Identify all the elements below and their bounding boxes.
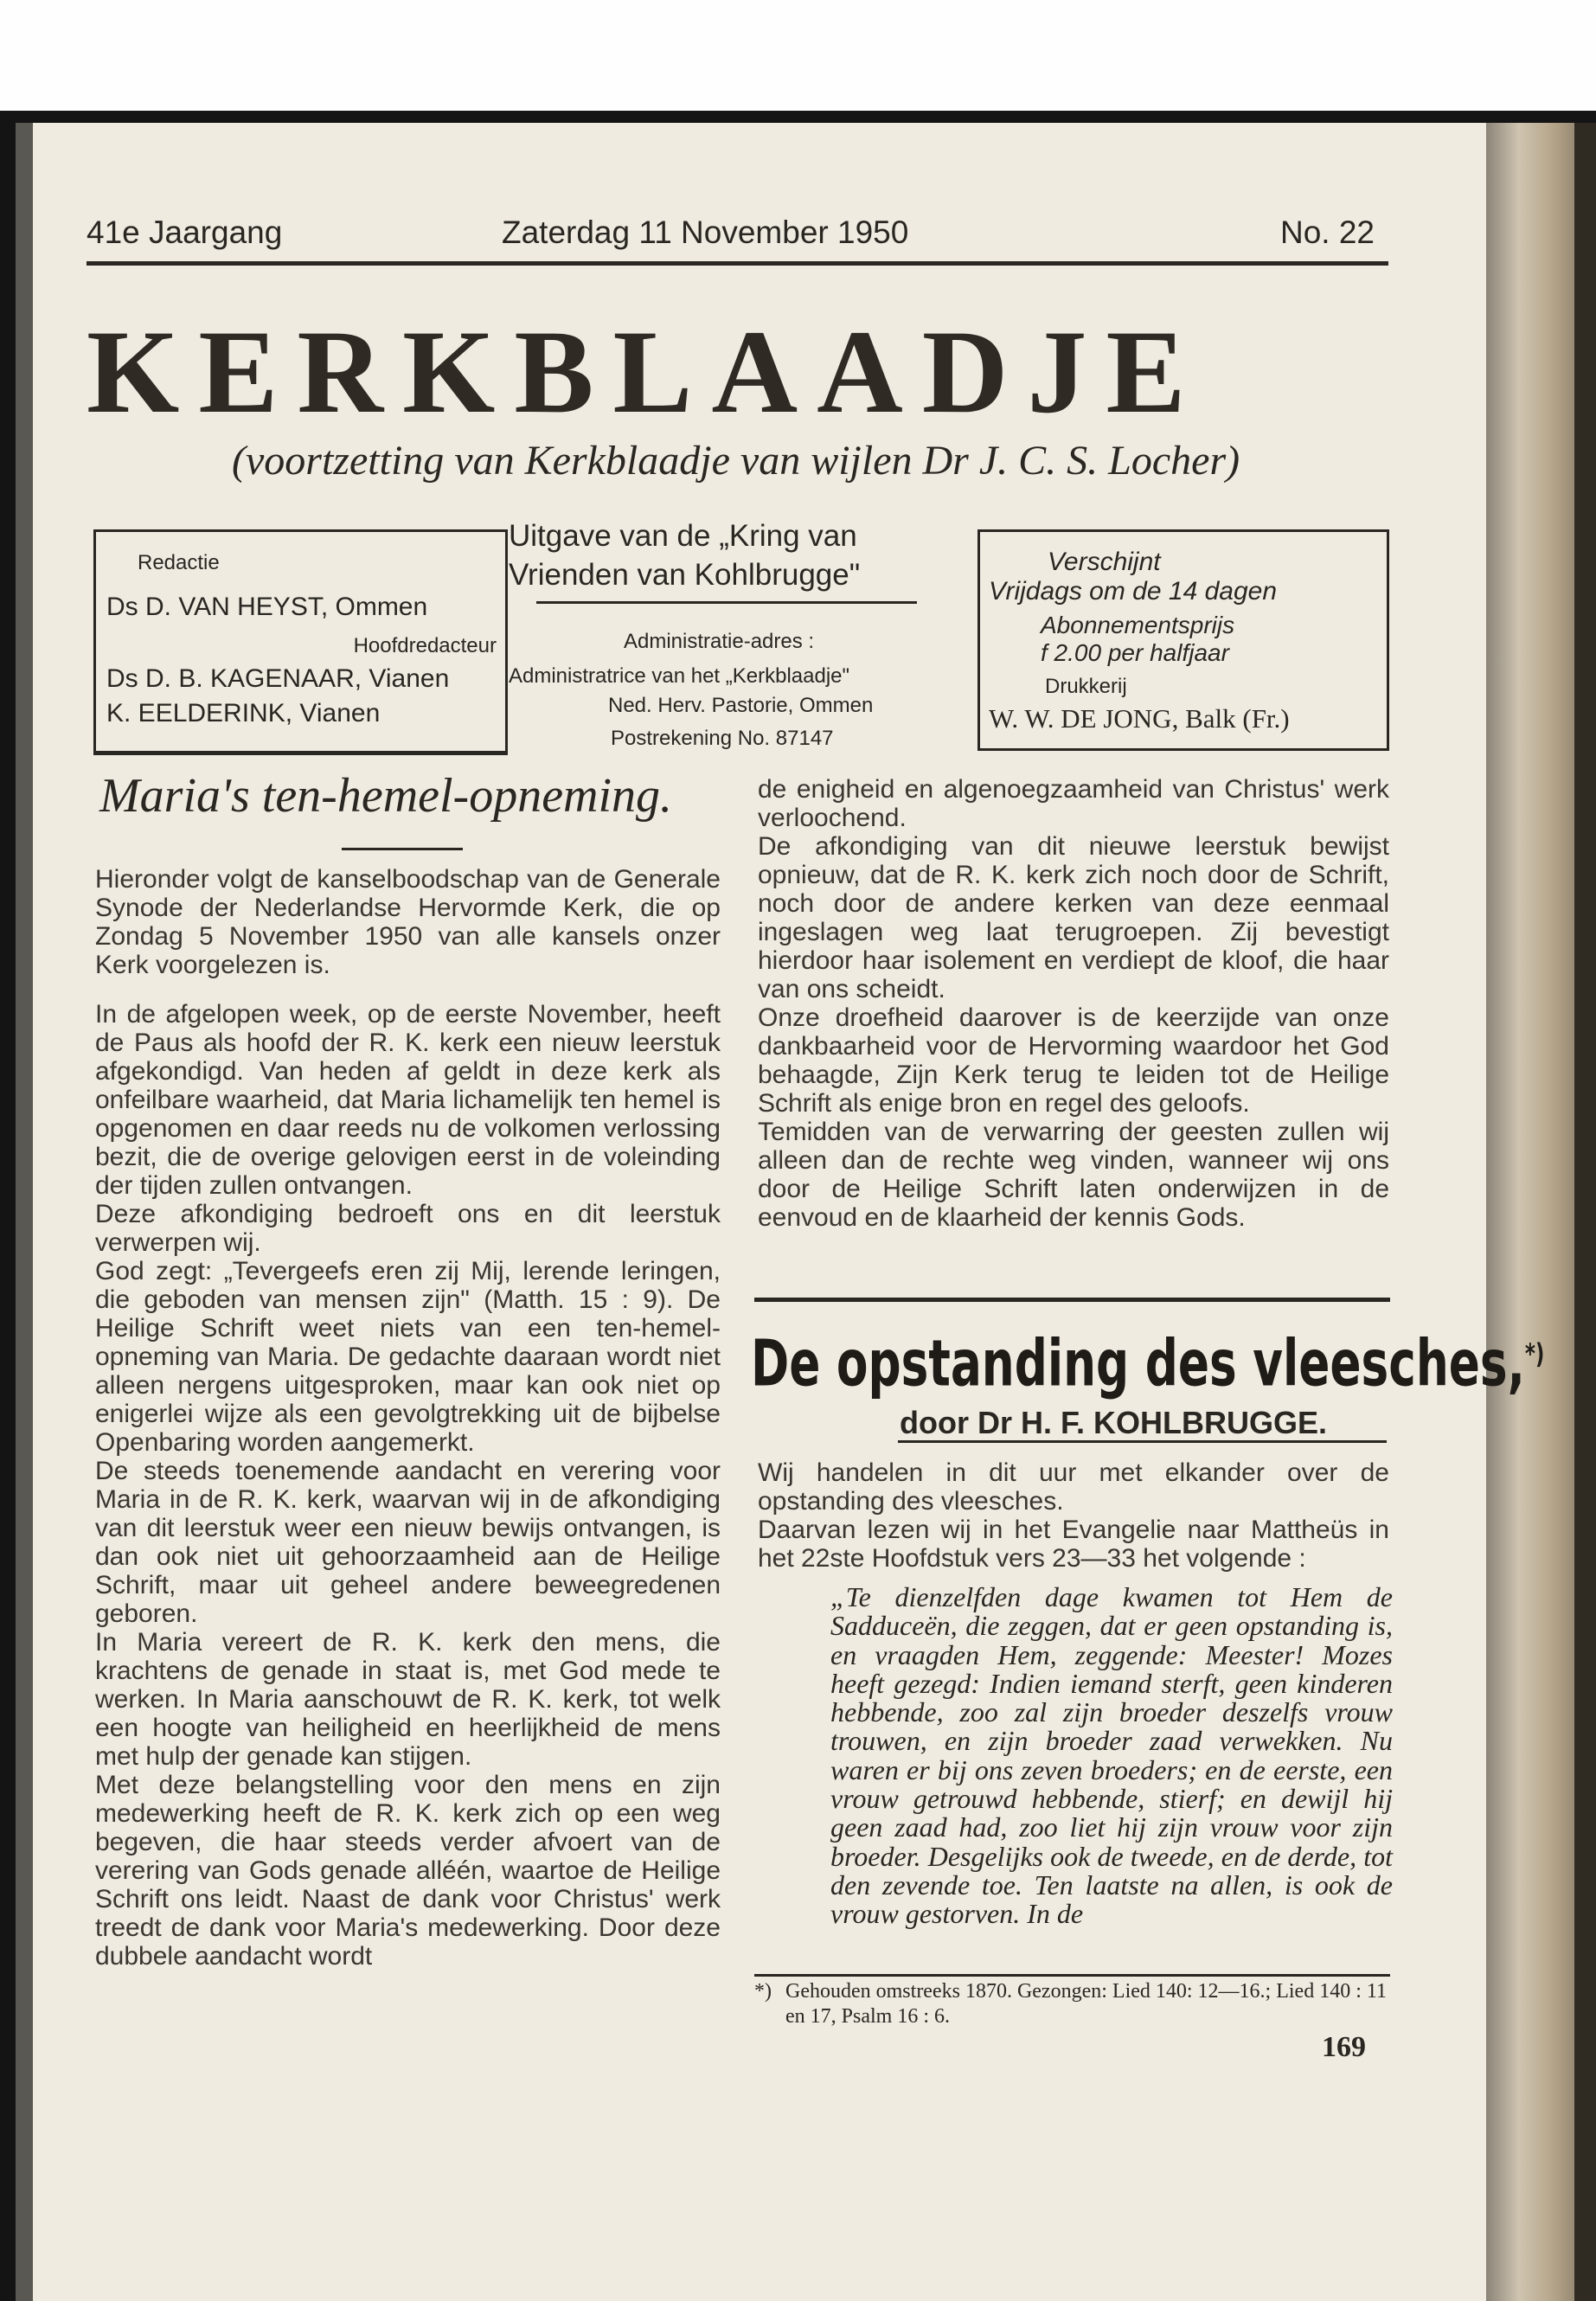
paragraph: Wij handelen in dit uur met elkander over de opstanding des vleesches. (758, 1458, 1389, 1516)
paragraph: De afkondiging van dit nieuwe leerstuk bewijst opnieuw, dat de R. K. kerk zich noch door de Schrift, noch door de andere kerken van deze eenmaal ingeslagen weg laat terugroepen. Zij bevestigt hierdoor haar isolement en verdiept de kloof, die haar van ons scheidt. (758, 832, 1389, 1003)
admin-line-1: Administratrice van het „Kerkblaadje" (509, 664, 850, 688)
publisher-line-2: Vrienden van Kohlbrugge" (509, 558, 861, 592)
scan-border-top (16, 111, 1596, 123)
article-title-text: De opstanding des vleesches, (751, 1326, 1525, 1401)
article-maria-right-column (758, 775, 1389, 1232)
editor-2: Ds D. B. KAGENAAR, Vianen (106, 664, 450, 693)
title-underline (342, 848, 463, 850)
header-rule (87, 261, 1388, 266)
footnote-marker: *) (1524, 1337, 1545, 1370)
drukkerij-name: W. W. DE JONG, Balk (Fr.) (989, 703, 1290, 734)
article-opstanding-intro (758, 1458, 1389, 1573)
book-spine-shadow (1574, 123, 1596, 2301)
volume-label: 41e Jaargang (87, 215, 283, 250)
masthead-title: KERKBLAADJE (87, 305, 1205, 438)
paragraph: Onze droefheid daarover is de keerzijde van onze dankbaarheid voor de Hervorming waardoor het God behaagde, Zijn Kerk terug te leiden tot de Heilige Schrift als enige bron en regel des geloofs. (758, 1003, 1389, 1118)
admin-line-2: Ned. Herv. Pastorie, Ommen (608, 694, 874, 717)
paragraph: Met deze belangstelling voor den mens en zijn medewerking heeft de R. K. kerk zich op een weg begeven, die haar steeds verder afvoert van de verering van Gods genade alléén, waartoe de Heilige Schrift ons leidt. Naast de dank voor Christus' werk treedt de dank voor Maria's medewerking. Door deze dubbele aandacht wordt (95, 1771, 721, 1971)
paragraph: Hieronder volgt de kanselboodschap van de Generale Synode der Nederlandse Hervormde Kerk, die op Zondag 5 November 1950 van alle kansels onzer Kerk voorgelezen is. (95, 865, 721, 979)
paragraph: Deze afkondiging bedroeft ons en dit leerstuk verwerpen wij. (95, 1200, 721, 1257)
bible-quote (830, 1583, 1393, 1929)
page-number: 169 (1322, 2031, 1366, 2063)
quote-text: „Te dienzelfden dage kwamen tot Hem de Sadduceën, die zeggen, dat er geen opstanding is, en vraagden Hem, zeggende: Meester! Mozes heeft gezegd: Indien iemand sterft, geen kinderen hebbende, zoo zal zijn broeder deszelfs vrouw trouwen, en zijn broeder zaad verwekken. Nu waren er bij ons zeven broeders; en de eerste, een vrouw getrouwd hebbende, stierf; en dewijl hij geen zaad had, zoo liet hij zijn vrouw voor zijn broeder. Desgelijks ook de tweede, en de derde, tot den zevende toe. Ten laatste na allen, is ook de vrouw gestorven. In de (830, 1581, 1393, 1930)
issue-date: Zaterdag 11 November 1950 (502, 215, 909, 250)
publisher-rule (536, 601, 917, 604)
editor-1-role: Hoofdredacteur (353, 634, 497, 657)
footnote-text: Gehouden omstreeks 1870. Gezongen: Lied 140: 12—16.; Lied 140 : 11 en 17, Psalm 16 : 6. (785, 1980, 1387, 2028)
verschijnt-box (977, 529, 1389, 751)
article-title-opstanding (751, 1306, 1545, 1401)
postrekening: Postrekening No. 87147 (611, 727, 834, 750)
admin-label: Administratie-adres : (624, 630, 815, 653)
verschijnt-label: Verschijnt (1048, 548, 1161, 576)
paragraph: In de afgelopen week, op de eerste November, heeft de Paus als hoofd der R. K. kerk een nieuw leerstuk afgekondigd. Van heden af geldt in deze kerk als onfeilbare waarheid, dat Maria lichamelijk ten hemel is opgenomen en daar reeds nu de volkomen verlossing bezit, die de overige gelovigen eerst in de voleinding der tijden zullen ontvangen. (95, 1000, 721, 1200)
article-maria-left-column (95, 865, 721, 1971)
article-byline: door Dr H. F. KOHLBRUGGE. (900, 1405, 1327, 1440)
verschijnt-schedule: Vrijdags om de 14 dagen (989, 577, 1278, 606)
section-divider (754, 1298, 1390, 1302)
paragraph: De steeds toenemende aandacht en verering voor Maria in de R. K. kerk, waarvan wij in de afkondiging van dit leerstuk weer een nieuw bewijs ontvangen, is dan ook niet uit gehoorzaamheid aan de Heilige Schrift, maar uit geheel andere beweegredenen geboren. (95, 1457, 721, 1628)
redactie-label: Redactie (138, 551, 220, 574)
paragraph: de enigheid en algenoegzaamheid van Christus' werk verloochend. (758, 775, 1389, 832)
paragraph: In Maria vereert de R. K. kerk den mens, die krachtens de genade in staat is, met God mede te werken. In Maria aanschouwt de R. K. kerk, tot welk een hoogte van heiligheid en heerlijkheid de mens met hulp der genade kan stijgen. (95, 1628, 721, 1771)
byline-underline (898, 1440, 1387, 1443)
article-title-maria: Maria's ten-hemel-opneming. (99, 769, 673, 823)
paragraph: Temidden van de verwarring der geesten zullen wij alleen dan de rechte weg vinden, wanneer wij ons door de Heilige Schrift laten onderwijzen in de eenvoud en de klaarheid der kennis Gods. (758, 1118, 1389, 1232)
redactie-box-shadow (93, 753, 508, 755)
editor-3: K. EELDERINK, Vianen (106, 699, 381, 727)
footnote-marker: *) (754, 1980, 772, 2003)
masthead-subtitle: (voortzetting van Kerkblaadje van wijlen Dr J. C. S. Locher) (232, 438, 1240, 484)
subscription-label: Abonnementsprijs (1041, 612, 1235, 638)
paragraph: God zegt: „Tevergeefs eren zij Mij, lerende leringen, die geboden van mensen zijn" (Matth. 15 : 9). De Heilige Schrift weet niets van een ten-hemel-opneming van Maria. De gedachte daaraan wordt niet alleen nergens uitgesproken, maar kan ook niet op enigerlei wijze als een gevolgtrekking uit de bijbelse Openbaring worden aangemerkt. (95, 1257, 721, 1457)
drukkerij-label: Drukkerij (1045, 675, 1127, 698)
scan-border-left (0, 111, 16, 2301)
editor-1: Ds D. VAN HEYST, Ommen (106, 593, 428, 621)
footnote-rule (754, 1974, 1390, 1977)
subscription-price: f 2.00 per halfjaar (1041, 639, 1229, 666)
issue-number: No. 22 (1280, 215, 1375, 250)
paragraph: Daarvan lezen wij in het Evangelie naar Mattheüs in het 22ste Hoofdstuk vers 23—33 het volgende : (758, 1516, 1389, 1573)
redactie-box (93, 529, 508, 753)
publisher-block (509, 519, 958, 757)
page-edge (16, 123, 33, 2301)
publisher-line-1: Uitgave van de „Kring van (509, 519, 857, 553)
scan-margin-top (0, 0, 1596, 111)
